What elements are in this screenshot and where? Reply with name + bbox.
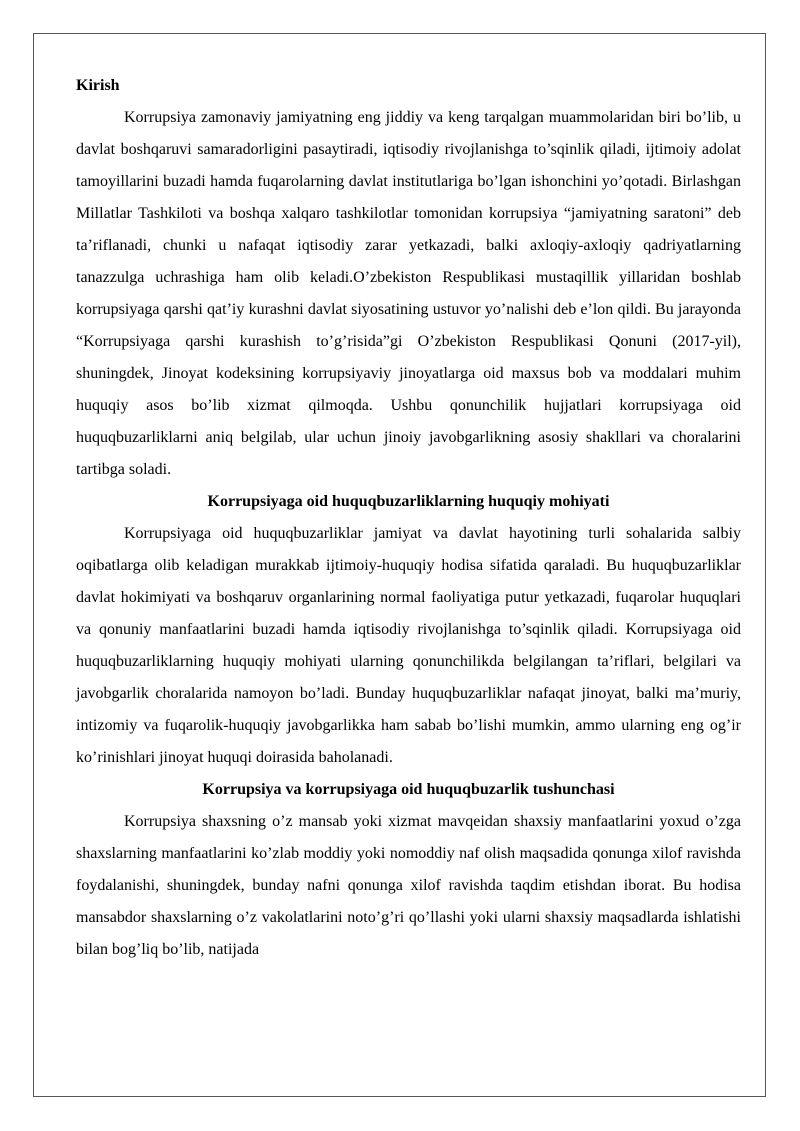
paragraph-introduction: Korrupsiya zamonaviy jamiyatning eng jiddiy va keng tarqalgan muammolaridan biri bo’lib, u davlat boshqaruvi samaradorligini pasaytiradi, iqtisodiy rivojlanishga to’sqinlik qiladi, ijtimoiy adolat tamoyillarini buzadi hamda fuqarolarning davlat institutlariga bo’lgan ishonchini yo’qotadi. Birlashgan Millatlar Tashkiloti va boshqa xalqaro tashkilotlar tomonidan korrupsiya “jamiyatning saratoni” deb ta’riflanadi, chunki u nafaqat iqtisodiy zarar yetkazadi, balki axloqiy-axloqiy qadriyatlarning tanazzulga uchrashiga ham olib keladi.O’zbekiston Respublikasi mustaqillik yillaridan boshlab korrupsiyaga qarshi qat’iy kurashni davlat siyosatining ustuvor yo’nalishi deb e’lon qildi. Bu jarayonda “Korrupsiyaga qarshi kurashish to’g’risida”gi O’zbekiston Respublikasi Qonuni (2017-yil), shuningdek, Jinoyat kodeksining korrupsiyaviy jinoyatlarga oid maxsus bob va moddalari muhim huquqiy asos bo’lib xizmat qilmoqda. Ushbu qonunchilik hujjatlari korrupsiyaga oid huquqbuzarliklarni aniq belgilab, ular uchun jinoiy javobgarlikning asosiy shakllari va choralarini tartibga soladi. [76, 109, 741, 478]
section-heading-kirish: Kirish [76, 77, 120, 94]
section-heading-concept: Korrupsiya va korrupsiyaga oid huquqbuzarlik tushunchasi [202, 781, 615, 798]
document-body [76, 70, 741, 966]
paragraph-legal-nature: Korrupsiyaga oid huquqbuzarliklar jamiyat va davlat hayotining turli sohalarida salbiy oqibatlarga olib keladigan murakkab ijtimoiy-huquqiy hodisa sifatida qaraladi. Bu huquqbuzarliklar davlat hokimiyati va boshqaruv organlarining normal faoliyatiga putur yetkazadi, fuqarolar huquqlari va qonuniy manfaatlarini buzadi hamda iqtisodiy rivojlanishga to’sqinlik qiladi. Korrupsiyaga oid huquqbuzarliklarning huquqiy mohiyati ularning qonunchilikda belgilangan ta’riflari, belgilari va javobgarlik choralarida namoyon bo’ladi. Bunday huquqbuzarliklar nafaqat jinoyat, balki ma’muriy, intizomiy va fuqarolik-huquqiy javobgarlikka ham sabab bo’lishi mumkin, ammo ularning eng og’ir ko’rinishlari jinoyat huquqi doirasida baholanadi. [76, 525, 741, 766]
paragraph-concept: Korrupsiya shaxsning o’z mansab yoki xizmat mavqeidan shaxsiy manfaatlarini yoxud o’zga shaxslarning manfaatlarini ko’zlab moddiy yoki nomoddiy naf olish maqsadida qonunga xilof ravishda foydalanishi, shuningdek, bunday nafni qonunga xilof ravishda taqdim etishdan iborat. Bu hodisa mansabdor shaxslarning o’z vakolatlarini noto’g’ri qo’llashi yoki ularni shaxsiy maqsadlarda ishlatishi bilan bog’liq bo’lib, natijada [76, 813, 741, 958]
section-heading-legal-nature: Korrupsiyaga oid huquqbuzarliklarning huquqiy mohiyati [207, 493, 610, 510]
